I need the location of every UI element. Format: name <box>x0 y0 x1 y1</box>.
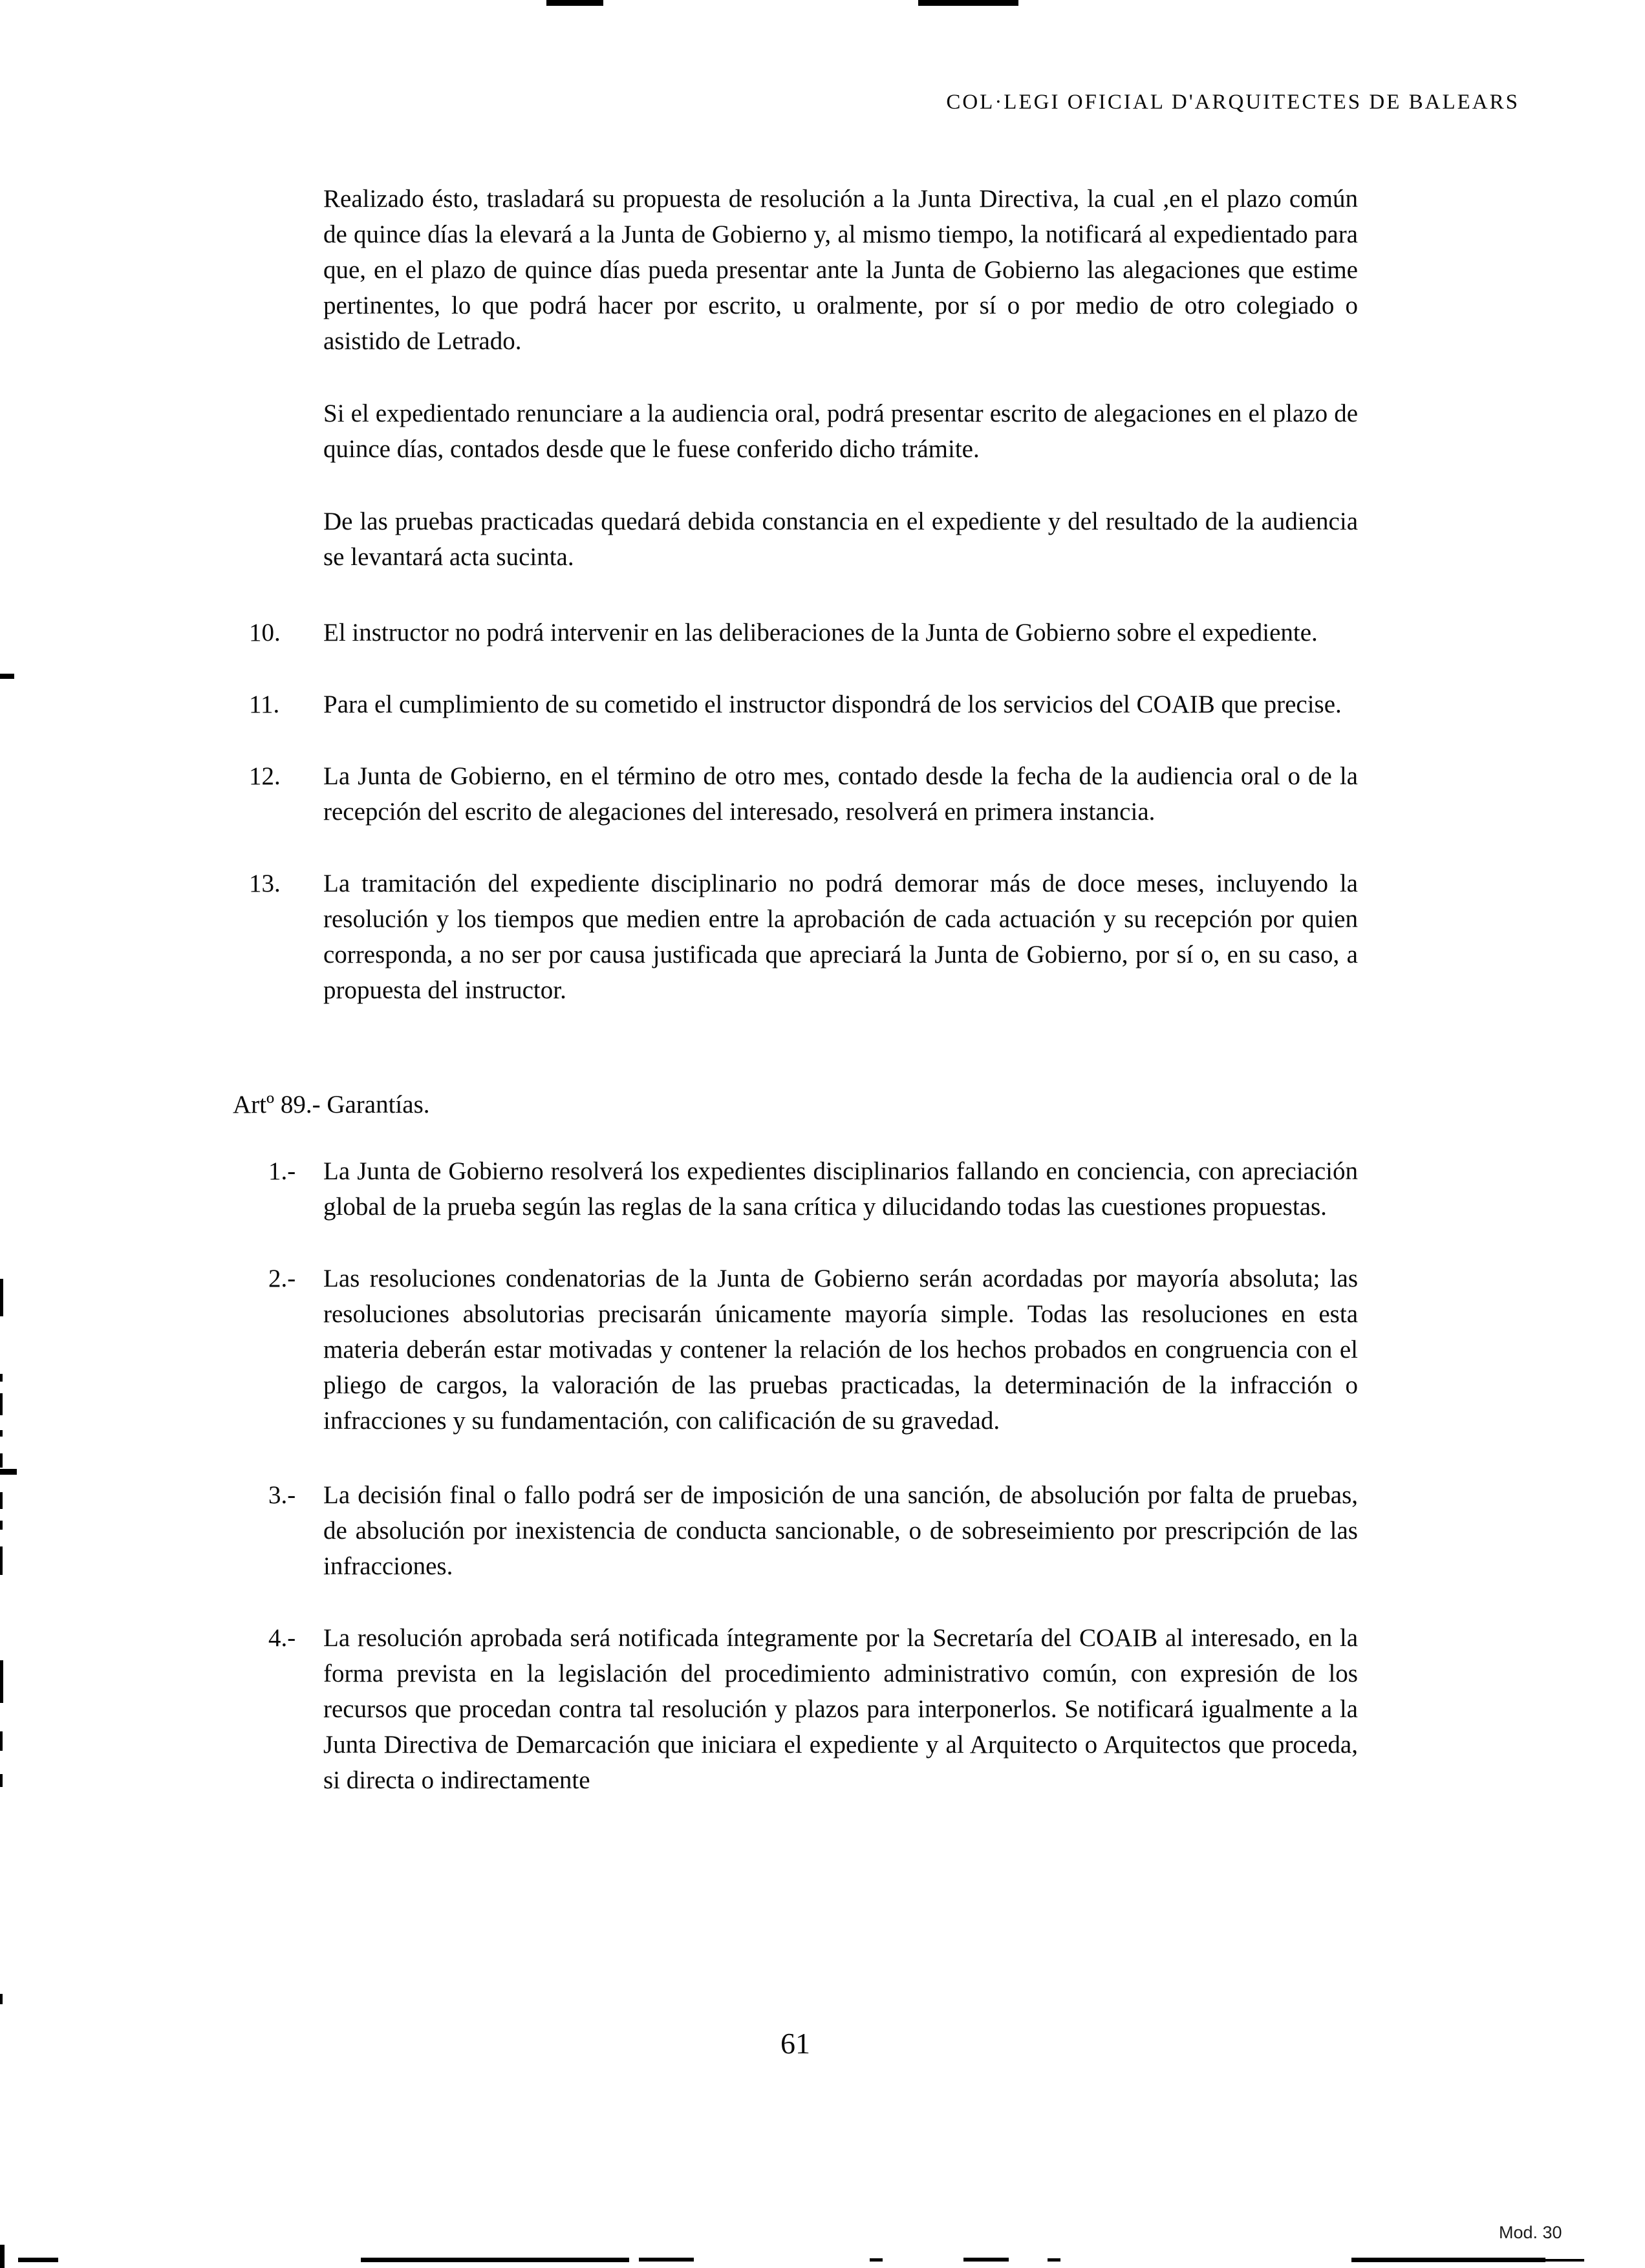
numbered-item-12 <box>249 758 1358 829</box>
scan-mark-bottom-rule <box>1048 2258 1060 2262</box>
scan-mark <box>0 1393 3 1415</box>
page-number: 61 <box>780 2027 810 2060</box>
scan-mark <box>0 1430 3 1437</box>
document-body <box>233 181 1358 1834</box>
scan-mark-bottom-rule <box>870 2258 883 2262</box>
scan-mark <box>0 1492 3 1509</box>
scan-mark <box>0 1469 17 1475</box>
scan-mark-bottom-rule <box>963 2258 1009 2262</box>
item-text: Para el cumplimiento de su cometido el instructor dispondrá de los servicios del COAIB que precise. <box>323 690 1342 718</box>
scan-mark <box>0 2245 5 2268</box>
item-text: La decisión final o fallo podrá ser de imposición de una sanción, de absolución por falta de pruebas, de absolución por inexistencia de conducta sancionable, o de sobreseimiento por prescripción de las infracciones. <box>323 1481 1358 1580</box>
scan-mark <box>0 1994 3 2004</box>
scan-mark-bottom-rule <box>18 2258 58 2262</box>
scan-mark <box>0 674 14 679</box>
item-number: 12. <box>249 762 281 790</box>
scan-mark <box>0 1774 3 1787</box>
item-number: 4.- <box>268 1624 296 1652</box>
item-number: 3.- <box>268 1481 296 1509</box>
scan-mark <box>0 1374 3 1382</box>
item-text: El instructor no podrá intervenir en las deliberaciones de la Junta de Gobierno sobre el expediente. <box>323 619 1318 647</box>
item-number: 13. <box>249 870 281 897</box>
letterhead-title: COL·LEGI OFICIAL D'ARQUITECTES DE BALEARS <box>946 91 1520 114</box>
item-text: Las resoluciones condenatorias de la Junta de Gobierno serán acordadas por mayoría absoluta; las resoluciones absolutorias precisarán únicamente mayoría simple. Todas las resoluciones en esta materia deberán estar motivadas y contener la relación de los hechos probados en congruencia con el pliego de cargos, la valoración de las pruebas practicadas, la determinación de la infracción o infracciones y su fundamentación, con calificación de su gravedad. <box>323 1265 1358 1435</box>
scan-mark <box>0 1279 3 1316</box>
item-text: La Junta de Gobierno resolverá los expedientes disciplinarios fallando en conciencia, con apreciación global de la prueba según las reglas de la sana crítica y dilucidando todas las cuestiones propuestas. <box>323 1157 1358 1221</box>
scan-mark <box>0 1546 3 1575</box>
scan-mark-bottom-rule <box>1351 2258 1545 2262</box>
article-item-4 <box>268 1620 1358 1798</box>
numbered-item-13 <box>249 866 1358 1008</box>
scan-mark-bottom-rule <box>639 2258 694 2262</box>
item-number: 1.- <box>268 1157 296 1185</box>
scan-mark <box>0 1521 3 1530</box>
scan-mark <box>0 1453 3 1468</box>
scan-mark-top-bar-1 <box>546 0 603 6</box>
item-number: 2.- <box>268 1265 296 1292</box>
model-label: Mod. 30 <box>1499 2223 1562 2242</box>
paragraph: De las pruebas practicadas quedará debida constancia en el expediente y del resultado de la audiencia se levantará acta sucinta. <box>323 508 1358 571</box>
scan-mark <box>0 1660 3 1703</box>
paragraph: Si el expedientado renunciare a la audiencia oral, podrá presentar escrito de alegaciones en el plazo de quince días, contados desde que le fuese conferido dicho trámite. <box>323 400 1358 463</box>
item-text: La tramitación del expediente disciplinario no podrá demorar más de doce meses, incluyendo la resolución y los tiempos que medien entre la aprobación de cada actuación y su recepción por quien corresponda, a no ser por causa justificada que apreciará la Junta de Gobierno, por sí o, en su caso, a propuesta del instructor. <box>323 870 1358 1004</box>
scan-mark-bottom-rule <box>361 2258 629 2262</box>
article-item-3 <box>268 1477 1358 1584</box>
item-number: 11. <box>249 690 280 718</box>
numbered-item-10 <box>249 615 1358 650</box>
scan-mark-top-bar-2 <box>918 0 1018 6</box>
item-text: La resolución aprobada será notificada íntegramente por la Secretaría del COAIB al interesado, en la forma prevista en la legislación del procedimiento administrativo común, con expresión de los recursos que procedan contra tal resolución y plazos para interponerlos. Se notificará igualmente a la Junta Directiva de Demarcación que iniciara el expediente y al Arquitecto o Arquitectos que proceda, si directa o indirectamente <box>323 1624 1358 1794</box>
scan-mark <box>0 1731 3 1751</box>
article-item-2 <box>268 1261 1358 1439</box>
paragraph: Realizado ésto, trasladará su propuesta de resolución a la Junta Directiva, la cual ,en el plazo común de quince días la elevará a la Junta de Gobierno y, al mismo tiempo, la notificará al expedientado para que, en el plazo de quince días pueda presentar ante la Junta de Gobierno las alegaciones que estime pertinentes, lo que podrá hacer por escrito, u oralmente, por sí o por medio de otro colegiado o asistido de Letrado. <box>323 185 1358 355</box>
scan-mark-bottom-rule <box>1545 2259 1584 2262</box>
numbered-item-11 <box>249 687 1358 722</box>
article-item-1 <box>268 1153 1358 1225</box>
article-heading: Artº 89.- Garantías. <box>233 1091 430 1118</box>
item-text: La Junta de Gobierno, en el término de otro mes, contado desde la fecha de la audiencia oral o de la recepción del escrito de alegaciones del interesado, resolverá en primera instancia. <box>323 762 1358 826</box>
item-number: 10. <box>249 619 281 647</box>
